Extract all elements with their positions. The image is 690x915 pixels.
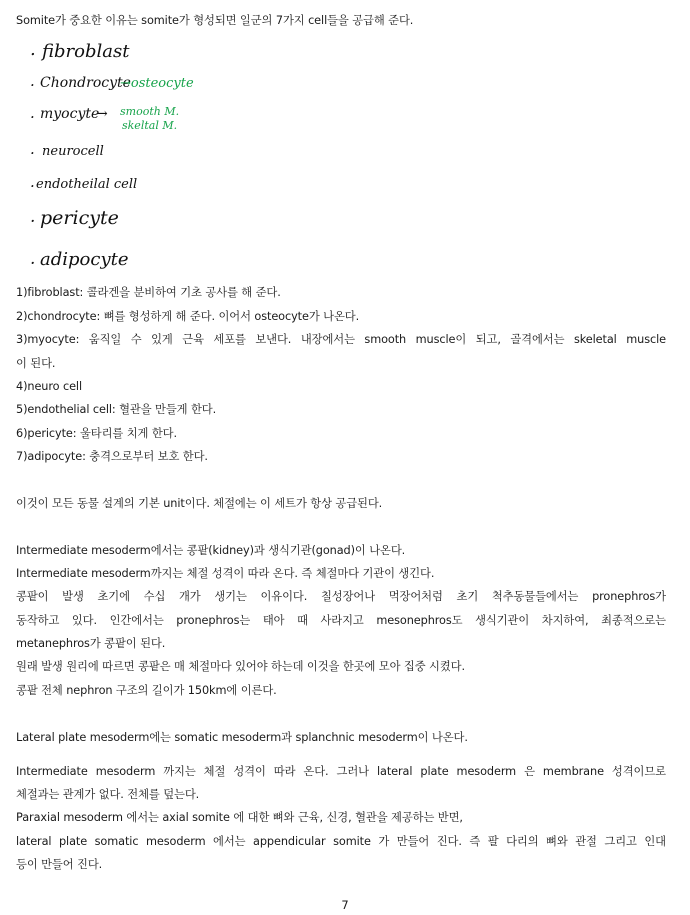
lateral-line: lateral plate somatic mesoderm 에서는 appendicular somite 가 만들어 진다. 즉 팔 다리의 뼈와 관절 그리고 인대 (16, 835, 666, 848)
handwritten-cell-list-drawing (28, 36, 228, 276)
hw-bullet: . (30, 140, 35, 158)
list-item: 6)pericyte: 울타리를 치게 한다. (16, 427, 177, 440)
hw-bullet: . (30, 72, 35, 90)
intermediate-line: 콩팥 전체 nephron 구조의 길이가 150km에 이른다. (16, 684, 277, 697)
hw-item-fibroblast: fibroblast (42, 41, 130, 62)
hw-bullet: . (30, 207, 36, 227)
hw-bullet: . (30, 173, 35, 191)
lateral-line: Intermediate mesoderm 까지는 체절 성격이 따라 온다. 그러나 lateral plate mesoderm 은 membrane 성격이므로 (16, 765, 666, 778)
intermediate-line: Intermediate mesoderm에서는 콩팥(kidney)과 생식기관(gonad)이 나온다. (16, 544, 406, 557)
intermediate-line: metanephros가 콩팥이 된다. (16, 637, 166, 650)
list-item-continuation: 이 된다. (16, 357, 56, 370)
handwritten-cell-list (28, 36, 228, 276)
hw-myo-skeletal: skeltal M. (122, 119, 178, 132)
hw-arrow-myocyte: → (96, 106, 108, 122)
intermediate-line: 동작하고 있다. 인간에서는 pronephros는 태아 때 사라지고 mesonephros도 생식기관이 차지하여, 최종적으로는 (16, 614, 666, 627)
list-item: 2)chondrocyte: 뼈를 형성하게 해 준다. 이어서 osteocyte가 나온다. (16, 310, 360, 323)
hw-bullet: . (30, 39, 36, 60)
list-item: 3)myocyte: 움직일 수 있게 근육 세포를 보낸다. 내장에서는 smooth muscle이 되고, 골격에서는 skeletal muscle (16, 333, 666, 346)
hw-item-adipocyte: adipocyte (40, 249, 129, 270)
hw-item-neurocell: neurocell (42, 144, 104, 159)
list-item: 4)neuro cell (16, 380, 83, 393)
page-number: 7 (341, 898, 349, 912)
hw-item-myocyte: myocyte (40, 106, 100, 122)
lateral-line: Paraxial mesoderm 에서는 axial somite 에 대한 뼈와 근육, 신경, 혈관을 제공하는 반면, (16, 811, 463, 824)
unit-sentence: 이것이 모든 동물 설계의 기본 unit이다. 체절에는 이 세트가 항상 공급된다. (16, 497, 383, 510)
intro-sentence: Somite가 중요한 이유는 somite가 형성되면 일군의 7가지 cell들을 공급해 준다. (16, 14, 414, 27)
hw-bullet: . (30, 104, 35, 122)
intermediate-line: 콩팥이 발생 초기에 수십 개가 생기는 이유이다. 칠성장어나 먹장어처럼 초기 척추동물들에서는 pronephros가 (16, 590, 666, 603)
lateral-line: 등이 만들어 진다. (16, 858, 103, 871)
hw-item-pericyte: pericyte (40, 207, 119, 229)
lateral-intro: Lateral plate mesoderm에는 somatic mesoderm과 splanchnic mesoderm이 나온다. (16, 731, 468, 744)
list-item: 5)endothelial cell: 혈관을 만들게 한다. (16, 403, 217, 416)
list-item: 1)fibroblast: 콜라겐을 분비하여 기초 공사를 해 준다. (16, 286, 281, 299)
intermediate-line: 원래 발생 원리에 따르면 콩팥은 매 체절마다 있어야 하는데 이것을 한곳에 모아 집중 시켰다. (16, 660, 465, 673)
hw-chondro-osteocyte: →osteocyte (120, 76, 194, 91)
lateral-line: 체절과는 관계가 없다. 전체를 덮는다. (16, 788, 200, 801)
hw-item-endothelial: endotheilal cell (36, 177, 138, 192)
hw-bullet: . (30, 249, 36, 269)
hw-myo-smooth: smooth M. (120, 105, 180, 118)
hw-item-chondrocyte: Chondrocyte (40, 75, 131, 91)
list-item: 7)adipocyte: 충격으로부터 보호 한다. (16, 450, 208, 463)
intermediate-line: Intermediate mesoderm까지는 체절 성격이 따라 온다. 즉 체절마다 기관이 생긴다. (16, 567, 435, 580)
